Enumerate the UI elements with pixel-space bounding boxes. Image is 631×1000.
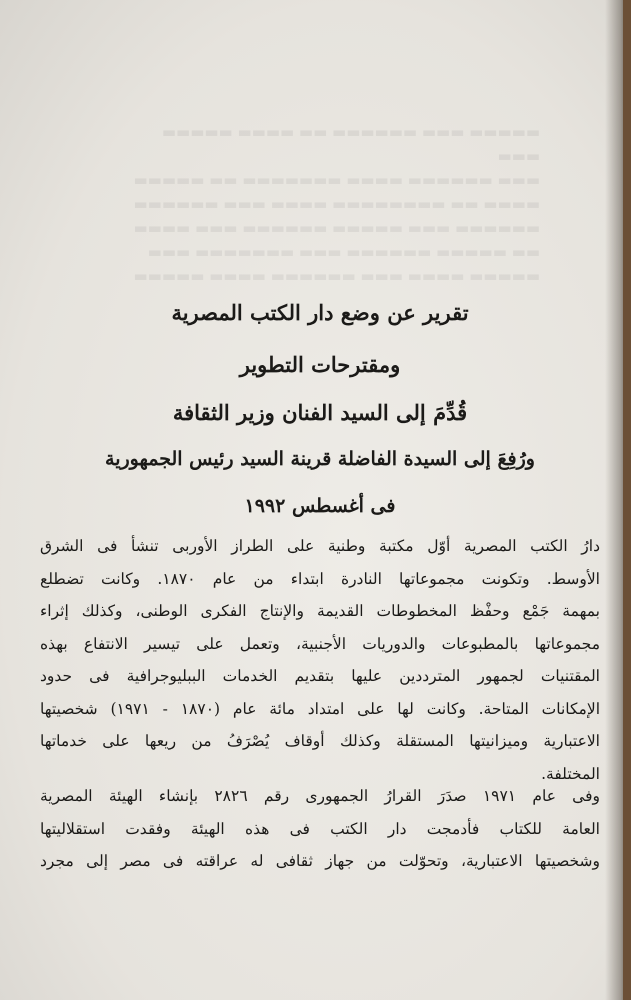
paragraph-line: بمهمة جَمْع وحفْظ المخطوطات القديمة والإنتاج الفكرى الوطنى، وكذلك إثراء [40,602,600,620]
paragraph-line: وفى عام ١٩٧١ صدَرَ القرارُ الجمهورى رقم ٢٨٢٦ بإنشاء الهيئة المصرية [40,787,600,805]
report-title: تقرير عن وضع دار الكتب المصرية [171,300,469,325]
paragraph-line: وشخصيتها الاعتبارية، وتحوّلت من جهاز ثقافى له عراقته فى مصر إلى مجرد [40,852,600,870]
paragraph-line: الإمكانات المتاحة. وكانت لها على امتداد مائة عام (١٨٧٠ - ١٩٧١) شخصيتها [40,699,600,718]
report-date: فى أغسطس ١٩٩٢ [244,495,396,517]
paragraph-line: الاعتبارية وميزانيتها المستقلة وكذلك أوقاف يُصْرَفُ من ريعها على خدماتها [40,732,600,750]
submitted-to-line: ورُفِعَ إلى السيدة الفاضلة قرينة السيد رئيس الجمهورية [105,448,535,470]
bleed-through-texture: ▬▬▬▬▬ ▬▬▬ ▬▬▬▬▬▬ ▬▬ ▬▬▬▬ ▬▬▬▬▬ ▬▬▬ ▬▬▬ ▬▬▬▬▬▬ ▬▬▬▬ ▬▬▬▬▬▬▬ ▬▬ ▬▬▬▬▬ ▬▬▬▬ ▬▬ ▬▬▬▬▬▬▬▬ ▬▬▬▬ ▬▬▬ ▬▬▬▬▬▬ ▬▬▬▬▬▬ ▬▬▬ ▬▬▬▬▬ ▬▬▬▬▬▬ ▬▬▬ ▬▬▬▬ ▬▬ ▬▬▬▬▬ ▬▬▬▬▬▬ ▬▬▬ ▬▬▬▬▬▬▬ ▬▬▬ ▬▬▬▬▬ ▬▬▬▬ ▬▬▬ ▬▬▬▬▬▬ ▬▬▬▬ ▬▬▬▬▬ [133,123,540,285]
paragraph-line: المقتنيات لجمهور المترددين عليها بتقديم الخدمات الببليوجرافية فى حدود [40,667,600,685]
paragraph-line: مجموعاتها بالمطبوعات والدوريات الأجنبية، وتعمل على تيسير الانتفاع بهذه [40,634,600,653]
book-cover-edge [623,0,631,1000]
paragraph-line: العامة للكتاب فأدمجت دار الكتب فى هذه الهيئة وفقدت استقلاليتها [40,819,600,838]
paragraph-history [40,530,600,790]
paragraph-line: دارُ الكتب المصرية أوّل مكتبة وطنية على الطراز الأوربى تنشأ فى الشرق [40,537,600,555]
paragraph-line: الأوسط. وتكونت مجموعاتها النادرة ابتداء من عام ١٨٧٠. وكانت تضطلع [40,569,600,588]
paragraph-merger [40,780,600,878]
presented-to-line: قُدِّمَ إلى السيد الفنان وزير الثقافة [172,400,468,425]
report-subtitle: ومقترحات التطوير [239,352,401,377]
paragraph-line: المختلفة. [541,764,600,783]
